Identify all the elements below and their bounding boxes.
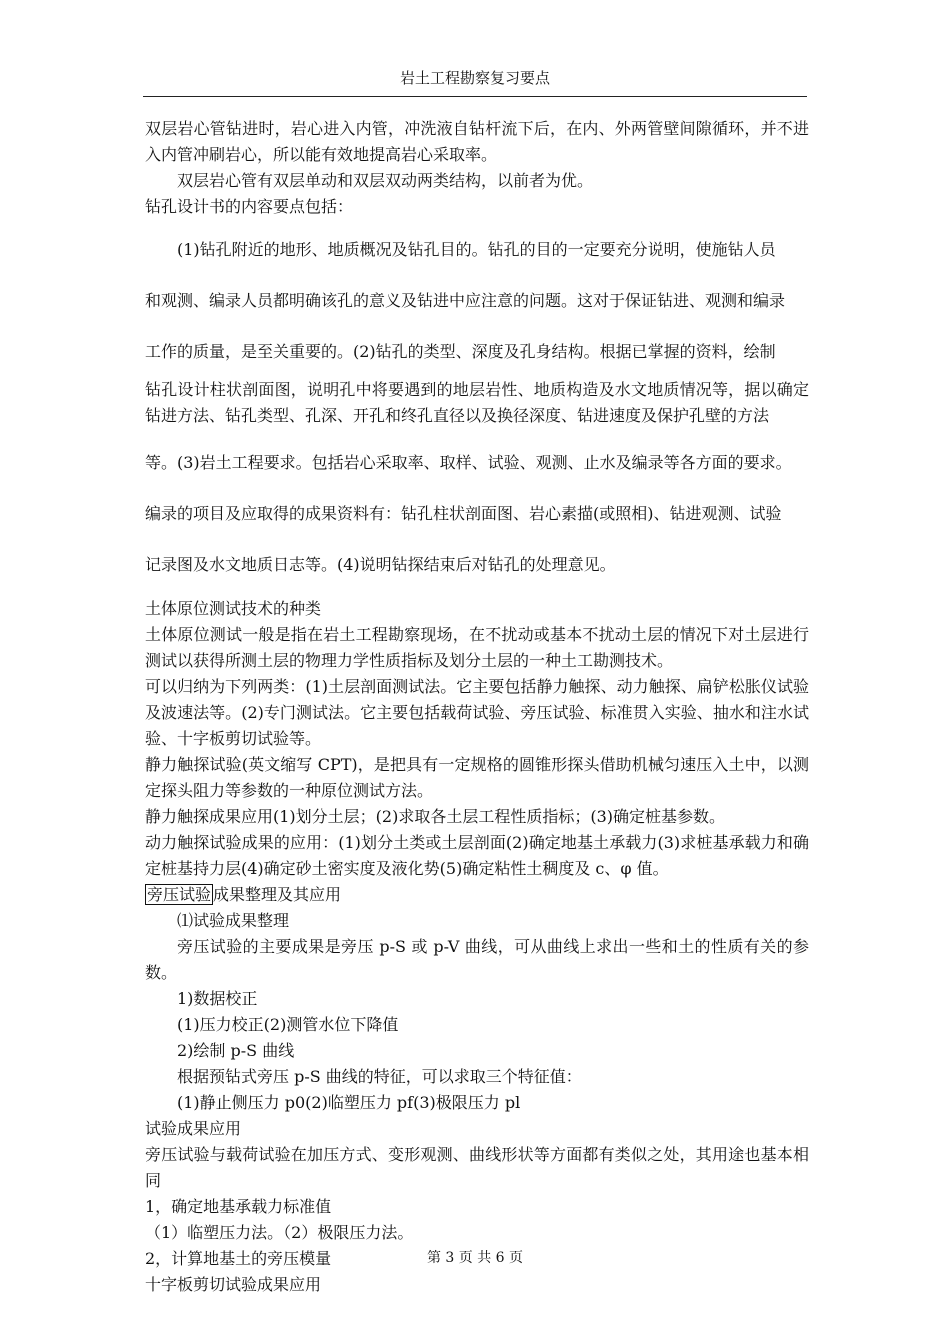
header-divider [143,96,807,97]
page-header: 岩土工程勘察复习要点 [399,69,550,87]
paragraph: 钻孔设计柱状剖面图，说明孔中将要遇到的地层岩性、地质构造及水文地质情况等，据以确定钻进方法、钻孔类型、孔深、开孔和终孔直径以及换径深度、钻进速度及保护孔壁的方法 [145,380,809,425]
paragraph: 旁压试验与载荷试验在加压方式、变形观测、曲线形状等方面都有类似之处，其用途也基本相同 [145,1145,809,1190]
paragraph: 编录的项目及应取得的成果资料有：钻孔柱状剖面图、岩心素描(或照相)、钻进观测、试验 [145,504,782,523]
list-item: 2)绘制 p-S 曲线 [177,1041,295,1060]
paragraph: 钻孔设计书的内容要点包括： [145,197,354,216]
paragraph: 和观测、编录人员都明确该孔的意义及钻进中应注意的问题。这对于保证钻进、观测和编录 [145,291,786,310]
page-content [145,116,809,1298]
paragraph: 双层岩心管有双层单动和双层双动两类结构，以前者为优。 [177,171,594,190]
paragraph: 可以归纳为下列两类：(1)土层剖面测试法。它主要包括静力触探、动力触探、扁铲松胀仪试验及波速法等。(2)专门测试法。它主要包括载荷试验、旁压试验、标准贯入实验、抽水和注水试验、十字板剪切试验等。 [145,677,809,748]
list-item: 2，计算地基土的旁压模量 [145,1249,332,1268]
paragraph: 记录图及水文地质日志等。(4)说明钻探结束后对钻孔的处理意见。 [145,555,616,574]
paragraph: 工作的质量，是至关重要的。(2)钻孔的类型、深度及孔身结构。根据已掌握的资料，绘制 [145,342,776,361]
paragraph: 动力触探试验成果的应用：(1)划分土类或土层剖面(2)确定地基土承载力(3)求桩基承载力和确定桩基持力层(4)确定砂土密实度及液化势(5)确定粘性土稠度及 c、φ 值。 [145,833,809,878]
section-title: 土体原位测试技术的种类 [145,599,322,618]
boxed-term: 旁压试验 [147,885,212,904]
paragraph: 静力触探试验(英文缩写 CPT)，是把具有一定规格的圆锥形探头借助机械匀速压入土中，以测定探头阻力等参数的一种原位测试方法。 [145,755,809,800]
paragraph: 静力触探成果应用(1)划分土层；(2)求取各土层工程性质指标；(3)确定桩基参数。 [145,807,725,826]
list-item: 1，确定地基承载力标准值 [145,1197,332,1216]
paragraph: (1)钻孔附近的地形、地质概况及钻孔目的。钻孔的目的一定要充分说明，使施钻人员 [177,240,776,259]
subsection-title: ⑴试验成果整理 [177,911,290,930]
list-item: 1)数据校正 [177,989,258,1008]
list-item: 根据预钻式旁压 p-S 曲线的特征，可以求取三个特征值： [177,1067,582,1086]
list-item: （1）临塑压力法。（2）极限压力法。 [145,1223,414,1242]
section-title: 试验成果应用 [145,1119,242,1138]
paragraph: 等。(3)岩土工程要求。包括岩心采取率、取样、试验、观测、止水及编录等各方面的要求。 [145,453,792,472]
list-item: (1)静止侧压力 p0(2)临塑压力 pf(3)极限压力 pl [177,1093,521,1112]
paragraph: 土体原位测试一般是指在岩土工程勘察现场，在不扰动或基本不扰动土层的情况下对土层进行测试以获得所测土层的物理力学性质指标及划分土层的一种土工勘测技术。 [145,625,809,670]
paragraph: 双层岩心管钻进时，岩心进入内管，冲洗液自钻杆流下后，在内、外两管壁间隙循环，并不进入内管冲刷岩心，所以能有效地提高岩心采取率。 [145,119,809,164]
paragraph: 旁压试验的主要成果是旁压 p-S 或 p-V 曲线，可从曲线上求出一些和土的性质有关的参数。 [145,937,809,982]
section-title [145,882,809,908]
section-title-rest: 成果整理及其应用 [213,885,342,904]
page-number: 第 3 页 共 6 页 [426,1250,524,1266]
list-item: (1)压力校正(2)测管水位下降值 [177,1015,399,1034]
section-title: 十字板剪切试验成果应用 [145,1275,322,1294]
